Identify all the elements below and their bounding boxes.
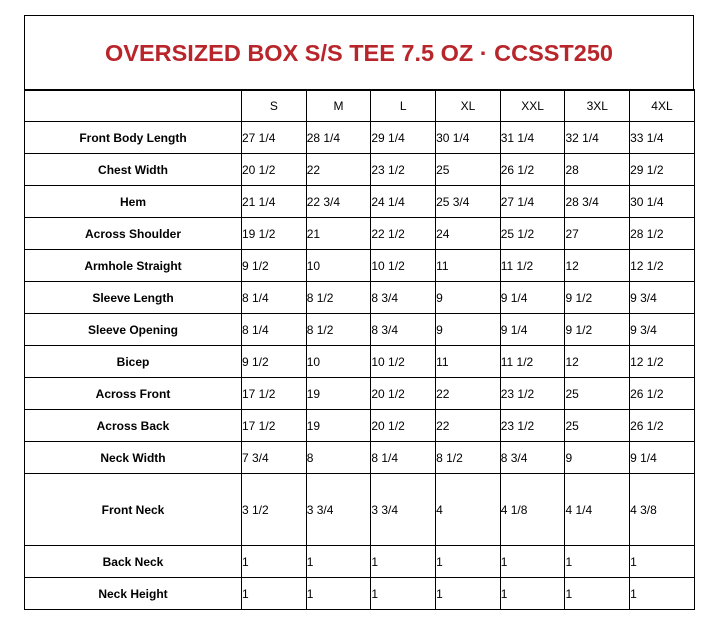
header-size: XXL [500, 90, 565, 122]
measurement-cell: 9 1/2 [242, 346, 307, 378]
measurement-cell: 8 1/2 [436, 442, 501, 474]
measurement-cell: 1 [306, 578, 371, 610]
measurement-cell: 1 [500, 578, 565, 610]
row-label: Across Back [25, 410, 242, 442]
measurement-cell: 10 1/2 [371, 346, 436, 378]
header-size: 3XL [565, 90, 630, 122]
measurement-cell: 28 [565, 154, 630, 186]
title-box [24, 15, 694, 91]
measurement-cell: 21 [306, 218, 371, 250]
measurement-cell: 27 [565, 218, 630, 250]
measurement-cell: 30 1/4 [630, 186, 695, 218]
measurement-cell: 25 [436, 154, 501, 186]
table-row [25, 282, 695, 314]
measurement-cell: 9 1/2 [565, 282, 630, 314]
table-row [25, 410, 695, 442]
header-size: L [371, 90, 436, 122]
table-row [25, 546, 695, 578]
measurement-cell: 1 [630, 546, 695, 578]
measurement-cell: 33 1/4 [630, 122, 695, 154]
measurement-cell: 19 1/2 [242, 218, 307, 250]
measurement-cell: 11 [436, 346, 501, 378]
measurement-cell: 1 [306, 546, 371, 578]
measurement-cell: 23 1/2 [500, 410, 565, 442]
measurement-cell: 4 [436, 474, 501, 546]
measurement-cell: 22 1/2 [371, 218, 436, 250]
measurement-cell: 4 1/4 [565, 474, 630, 546]
measurement-cell: 9 1/2 [242, 250, 307, 282]
measurement-cell: 9 1/4 [500, 282, 565, 314]
row-label: Neck Height [25, 578, 242, 610]
row-label: Armhole Straight [25, 250, 242, 282]
table-row [25, 314, 695, 346]
measurement-cell: 9 1/4 [500, 314, 565, 346]
measurement-cell: 19 [306, 410, 371, 442]
measurement-cell: 1 [436, 578, 501, 610]
row-label: Back Neck [25, 546, 242, 578]
table-row [25, 442, 695, 474]
measurement-cell: 17 1/2 [242, 378, 307, 410]
measurement-cell: 10 1/2 [371, 250, 436, 282]
measurement-cell: 24 [436, 218, 501, 250]
measurement-cell: 22 3/4 [306, 186, 371, 218]
measurement-cell: 27 1/4 [242, 122, 307, 154]
page-title: OVERSIZED BOX S/S TEE 7.5 OZ · CCSST250 [105, 39, 613, 66]
measurement-cell: 1 [371, 546, 436, 578]
measurement-cell: 31 1/4 [500, 122, 565, 154]
measurement-cell: 28 3/4 [565, 186, 630, 218]
header-size: XL [436, 90, 501, 122]
measurement-cell: 22 [436, 378, 501, 410]
measurement-cell: 8 1/4 [371, 442, 436, 474]
table-row [25, 186, 695, 218]
measurement-cell: 11 1/2 [500, 346, 565, 378]
measurement-cell: 27 1/4 [500, 186, 565, 218]
measurement-cell: 11 1/2 [500, 250, 565, 282]
measurement-cell: 30 1/4 [436, 122, 501, 154]
measurement-cell: 1 [630, 578, 695, 610]
measurement-cell: 17 1/2 [242, 410, 307, 442]
measurement-cell: 9 3/4 [630, 282, 695, 314]
table-row [25, 218, 695, 250]
header-size: S [242, 90, 307, 122]
row-label: Front Neck [25, 474, 242, 546]
measurement-cell: 8 3/4 [500, 442, 565, 474]
table-row [25, 122, 695, 154]
measurement-cell: 1 [565, 578, 630, 610]
row-label: Sleeve Opening [25, 314, 242, 346]
measurement-cell: 25 3/4 [436, 186, 501, 218]
measurement-cell: 12 1/2 [630, 346, 695, 378]
measurement-cell: 28 1/2 [630, 218, 695, 250]
row-label: Hem [25, 186, 242, 218]
measurement-cell: 8 [306, 442, 371, 474]
measurement-cell: 29 1/4 [371, 122, 436, 154]
measurement-cell: 12 [565, 346, 630, 378]
measurement-cell: 29 1/2 [630, 154, 695, 186]
table-row [25, 474, 695, 546]
row-label: Chest Width [25, 154, 242, 186]
measurement-cell: 3 3/4 [306, 474, 371, 546]
measurement-cell: 12 [565, 250, 630, 282]
measurement-cell: 32 1/4 [565, 122, 630, 154]
measurement-cell: 9 1/2 [565, 314, 630, 346]
measurement-cell: 1 [500, 546, 565, 578]
measurement-cell: 26 1/2 [630, 378, 695, 410]
header-size: 4XL [630, 90, 695, 122]
measurement-cell: 9 [436, 314, 501, 346]
measurement-cell: 25 [565, 378, 630, 410]
measurement-cell: 25 [565, 410, 630, 442]
row-label: Neck Width [25, 442, 242, 474]
measurement-cell: 4 1/8 [500, 474, 565, 546]
header-blank-cell [25, 90, 242, 122]
measurement-cell: 10 [306, 346, 371, 378]
measurement-cell: 9 3/4 [630, 314, 695, 346]
size-chart-table [24, 89, 695, 610]
measurement-cell: 4 3/8 [630, 474, 695, 546]
header-row [25, 90, 695, 122]
measurement-cell: 28 1/4 [306, 122, 371, 154]
measurement-cell: 10 [306, 250, 371, 282]
table-body [25, 122, 695, 610]
measurement-cell: 8 1/4 [242, 282, 307, 314]
measurement-cell: 3 1/2 [242, 474, 307, 546]
measurement-cell: 22 [436, 410, 501, 442]
measurement-cell: 1 [242, 546, 307, 578]
measurement-cell: 23 1/2 [500, 378, 565, 410]
measurement-cell: 19 [306, 378, 371, 410]
measurement-cell: 20 1/2 [371, 378, 436, 410]
measurement-cell: 21 1/4 [242, 186, 307, 218]
measurement-cell: 8 3/4 [371, 314, 436, 346]
measurement-cell: 11 [436, 250, 501, 282]
measurement-cell: 20 1/2 [242, 154, 307, 186]
measurement-cell: 25 1/2 [500, 218, 565, 250]
table-row [25, 250, 695, 282]
row-label: Front Body Length [25, 122, 242, 154]
measurement-cell: 24 1/4 [371, 186, 436, 218]
row-label: Across Front [25, 378, 242, 410]
table-row [25, 154, 695, 186]
measurement-cell: 8 1/2 [306, 314, 371, 346]
measurement-cell: 26 1/2 [500, 154, 565, 186]
measurement-cell: 8 1/2 [306, 282, 371, 314]
measurement-cell: 8 3/4 [371, 282, 436, 314]
measurement-cell: 3 3/4 [371, 474, 436, 546]
measurement-cell: 9 1/4 [630, 442, 695, 474]
measurement-cell: 1 [242, 578, 307, 610]
table-row [25, 346, 695, 378]
measurement-cell: 7 3/4 [242, 442, 307, 474]
measurement-cell: 23 1/2 [371, 154, 436, 186]
measurement-cell: 8 1/4 [242, 314, 307, 346]
header-size: M [306, 90, 371, 122]
row-label: Sleeve Length [25, 282, 242, 314]
row-label: Across Shoulder [25, 218, 242, 250]
measurement-cell: 1 [436, 546, 501, 578]
measurement-cell: 12 1/2 [630, 250, 695, 282]
row-label: Bicep [25, 346, 242, 378]
measurement-cell: 20 1/2 [371, 410, 436, 442]
measurement-cell: 9 [436, 282, 501, 314]
measurement-cell: 22 [306, 154, 371, 186]
measurement-cell: 1 [565, 546, 630, 578]
table-row [25, 578, 695, 610]
table-row [25, 378, 695, 410]
measurement-cell: 9 [565, 442, 630, 474]
measurement-cell: 26 1/2 [630, 410, 695, 442]
measurement-cell: 1 [371, 578, 436, 610]
